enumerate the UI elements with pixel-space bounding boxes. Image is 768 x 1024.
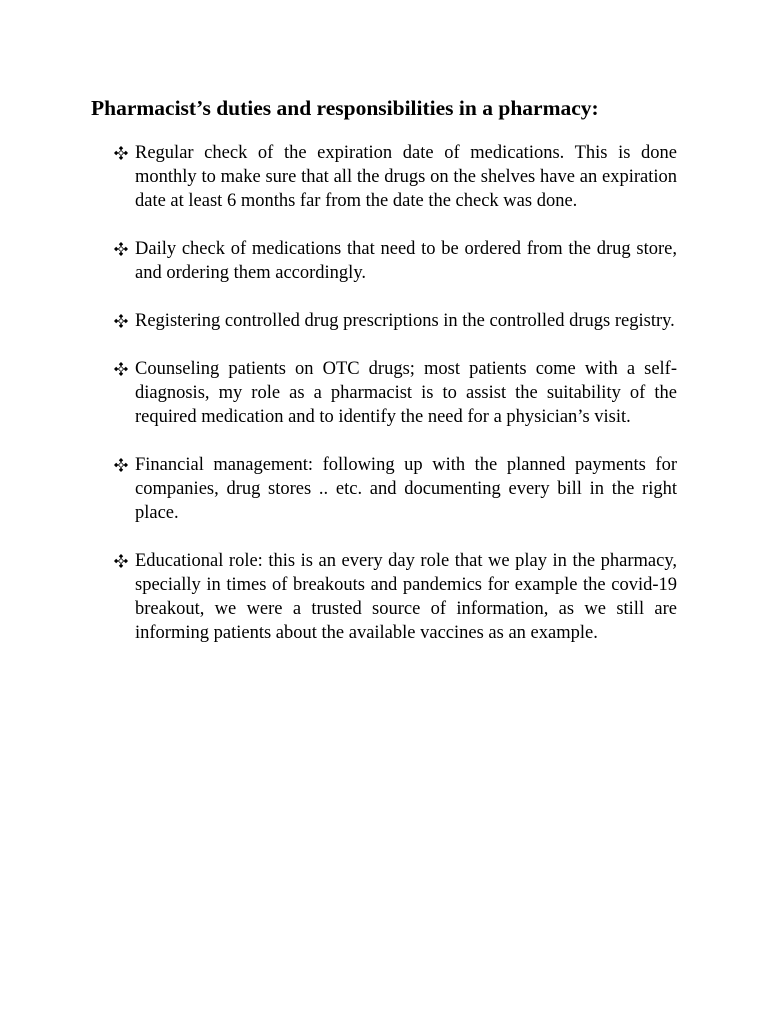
four-diamond-bullet-icon [113, 361, 129, 377]
duty-text: Financial management: following up with the planned payments for companies, drug stores .. etc. and documenting every bill in the right place. [135, 455, 677, 523]
list-item-otc-counseling [113, 357, 677, 429]
list-item-medication-ordering [113, 237, 677, 285]
duty-text: Regular check of the expiration date of medications. This is done monthly to make sure that all the drugs on the shelves have an expiration date at least 6 months far from the date the check was done. [135, 143, 677, 211]
four-diamond-bullet-icon [113, 313, 129, 329]
duty-text: Daily check of medications that need to be ordered from the drug store, and ordering them accordingly. [135, 239, 677, 283]
page-title: Pharmacist’s duties and responsibilities in a pharmacy: [91, 96, 599, 120]
list-item-controlled-drugs-registry [113, 309, 677, 333]
list-item-educational-role [113, 549, 677, 645]
duties-list [113, 141, 677, 645]
duty-text: Educational role: this is an every day role that we play in the pharmacy, specially in times of breakouts and pandemics for example the covid-19 breakout, we were a trusted source of information, as we still are informing patients about the available vaccines as an example. [135, 551, 677, 643]
four-diamond-bullet-icon [113, 145, 129, 161]
list-item-financial-management [113, 453, 677, 525]
four-diamond-bullet-icon [113, 241, 129, 257]
four-diamond-bullet-icon [113, 553, 129, 569]
list-item-expiration-check [113, 141, 677, 213]
duty-text: Counseling patients on OTC drugs; most patients come with a self-diagnosis, my role as a pharmacist is to assist the suitability of the required medication and to identify the need for a physician’s visit. [135, 359, 677, 427]
duty-text: Registering controlled drug prescriptions in the controlled drugs registry. [135, 311, 675, 331]
four-diamond-bullet-icon [113, 457, 129, 473]
